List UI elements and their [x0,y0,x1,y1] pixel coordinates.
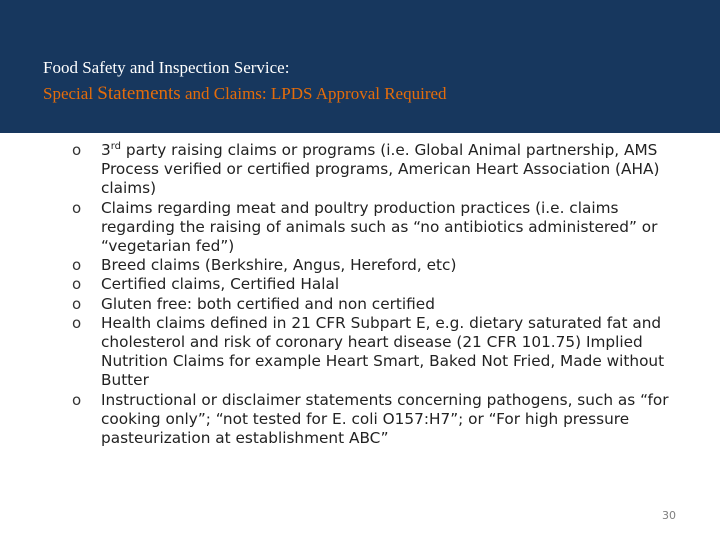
bullet-marker: o [72,141,82,159]
list-item [72,275,672,294]
bullet-marker: o [72,390,82,409]
claims-list [72,141,672,448]
list-item [72,256,672,275]
item-text: Certified claims, Certified Halal [101,275,340,294]
list-item [72,314,672,391]
list-item [72,199,672,257]
page-number: 30 [662,509,676,522]
list-item [72,391,672,449]
item-prefix: 3 [101,141,111,159]
list-item [72,295,672,314]
slide-title-line2 [43,83,447,105]
item-text: Instructional or disclaimer statements concerning pathogens, such as “for cooking only”; “not tested for E. coli O157:H7”; or “For high pressure pasteurization at establishment ABC” [101,390,669,448]
title-line2-part3: and Claims: LPDS Approval Required [180,84,447,103]
bullet-marker: o [72,294,82,313]
item-text: Breed claims (Berkshire, Angus, Hereford, etc) [101,256,457,275]
title-line2-part2: Statements [97,83,181,104]
bullet-marker: o [72,275,82,294]
item-text: Health claims defined in 21 CFR Subpart E, e.g. dietary saturated fat and cholesterol and risk of coronary heart disease (21 CFR 101.75) Implied Nutrition Claims for example Heart Smart, Baked Not Fried, Made without Butter [101,313,665,390]
list-item [72,141,672,199]
bullet-marker: o [72,198,82,217]
bullet-marker: o [72,313,82,332]
item-text: party raising claims or programs (i.e. Global Animal partnership, AMS Process verified or certified programs, American Heart Association (AHA) claims) [101,141,660,198]
title-bar [0,0,720,133]
item-text: Claims regarding meat and poultry production practices (i.e. claims regarding the raising of animals such as “no antibiotics administered” or “vegetarian fed”) [101,198,658,256]
title-line2-part1: Special [43,84,98,103]
bullet-marker: o [72,256,82,275]
slide-title-line1: Food Safety and Inspection Service: [43,58,290,77]
item-superscript: rd [110,140,122,152]
item-text: Gluten free: both certified and non certified [101,294,435,313]
